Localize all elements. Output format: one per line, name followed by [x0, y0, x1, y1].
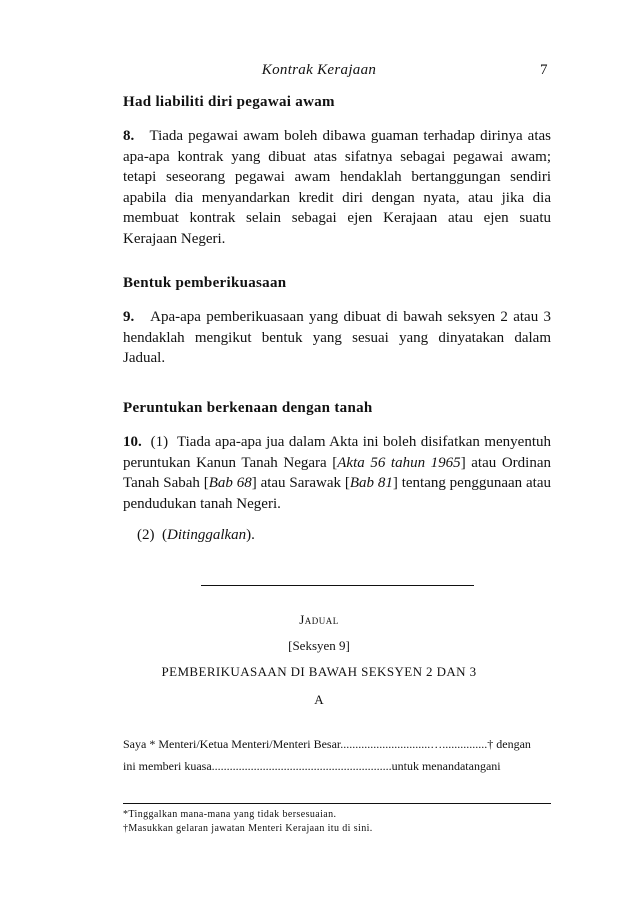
schedule-reference: [Seksyen 9]	[288, 638, 350, 653]
statute-ref-akta-56: Akta 56 tahun 1965	[337, 454, 461, 471]
section-10-text-3: ] atau Sarawak [	[251, 475, 350, 491]
subsection-2-text: Ditinggalkan	[167, 527, 247, 543]
subsection-2-close-paren: ).	[246, 527, 255, 543]
statute-ref-bab-68: Bab 68	[208, 475, 252, 491]
subsection-2	[137, 525, 565, 546]
form-line-2: ini memberi kuasa............................................................untuk menandatangani	[123, 759, 501, 773]
section-9-number: 9.	[123, 309, 135, 325]
schedule-subtitle: PEMBERIKUASAAN DI BAWAH SEKSYEN 2 DAN 3	[161, 664, 477, 679]
footnote-2: †Masukkan gelaran jawatan Menteri Kerajaan itu di sini.	[123, 823, 373, 834]
section-8-paragraph	[123, 126, 551, 249]
section-10-text-2: ] atau Ordinan Tanah Sabah [	[123, 454, 551, 491]
section-9-text: Apa-apa pemberikuasaan yang dibuat di bawah seksyen 2 atau 3 hendaklah mengikut bentuk yang sesuai yang dinyatakan dalam Jadual.	[123, 309, 551, 366]
form-line-1: Saya * Menteri/Ketua Menteri/Menteri Besar..............................…...............† dengan	[123, 737, 531, 751]
section-divider	[201, 585, 474, 586]
footnote-divider	[123, 803, 551, 804]
section-8-text: Tiada pegawai awam boleh dibawa guaman terhadap dirinya atas apa-apa kontrak yang dibuat atas sifatnya sebagai pegawai awam; tetapi seseorang pegawai awam hendaklah bertanggungan sendiri apabila dia menyandarkan kredit diri dengan nyata, atau jika dia membuat kontrak selain sebagai ejen Kerajaan atau ejen suatu Kerajaan Negeri.	[123, 128, 551, 247]
section-10-text-1: Tiada apa-apa jua dalam Akta ini boleh disifatkan menyentuh peruntukan Kanun Tanah Negara [	[123, 434, 552, 471]
section-10-text-4: ] tentang penggunaan atau pendudukan tanah Negeri.	[123, 475, 551, 512]
section-10-heading: Peruntukan berkenaan dengan tanah	[123, 400, 373, 416]
section-9-paragraph	[123, 307, 551, 369]
section-8-number: 8.	[123, 128, 135, 144]
statute-ref-bab-81: Bab 81	[349, 475, 393, 491]
subsection-1-label: (1)	[150, 434, 169, 450]
page-number: 7	[540, 62, 548, 78]
running-header-title: Kontrak Kerajaan	[261, 62, 377, 78]
section-9-heading: Bentuk pemberikuasaan	[123, 275, 287, 291]
footnote-1: *Tinggalkan mana-mana yang tidak bersesuaian.	[123, 809, 337, 820]
section-10-number: 10.	[123, 434, 142, 450]
schedule-title: Jadual	[299, 612, 339, 627]
schedule-part-label: A	[314, 692, 324, 707]
section-10-paragraph	[123, 432, 551, 514]
section-8-heading: Had liabiliti diri pegawai awam	[123, 94, 335, 110]
subsection-2-open-paren: (	[162, 527, 167, 543]
subsection-2-label: (2)	[137, 527, 155, 543]
